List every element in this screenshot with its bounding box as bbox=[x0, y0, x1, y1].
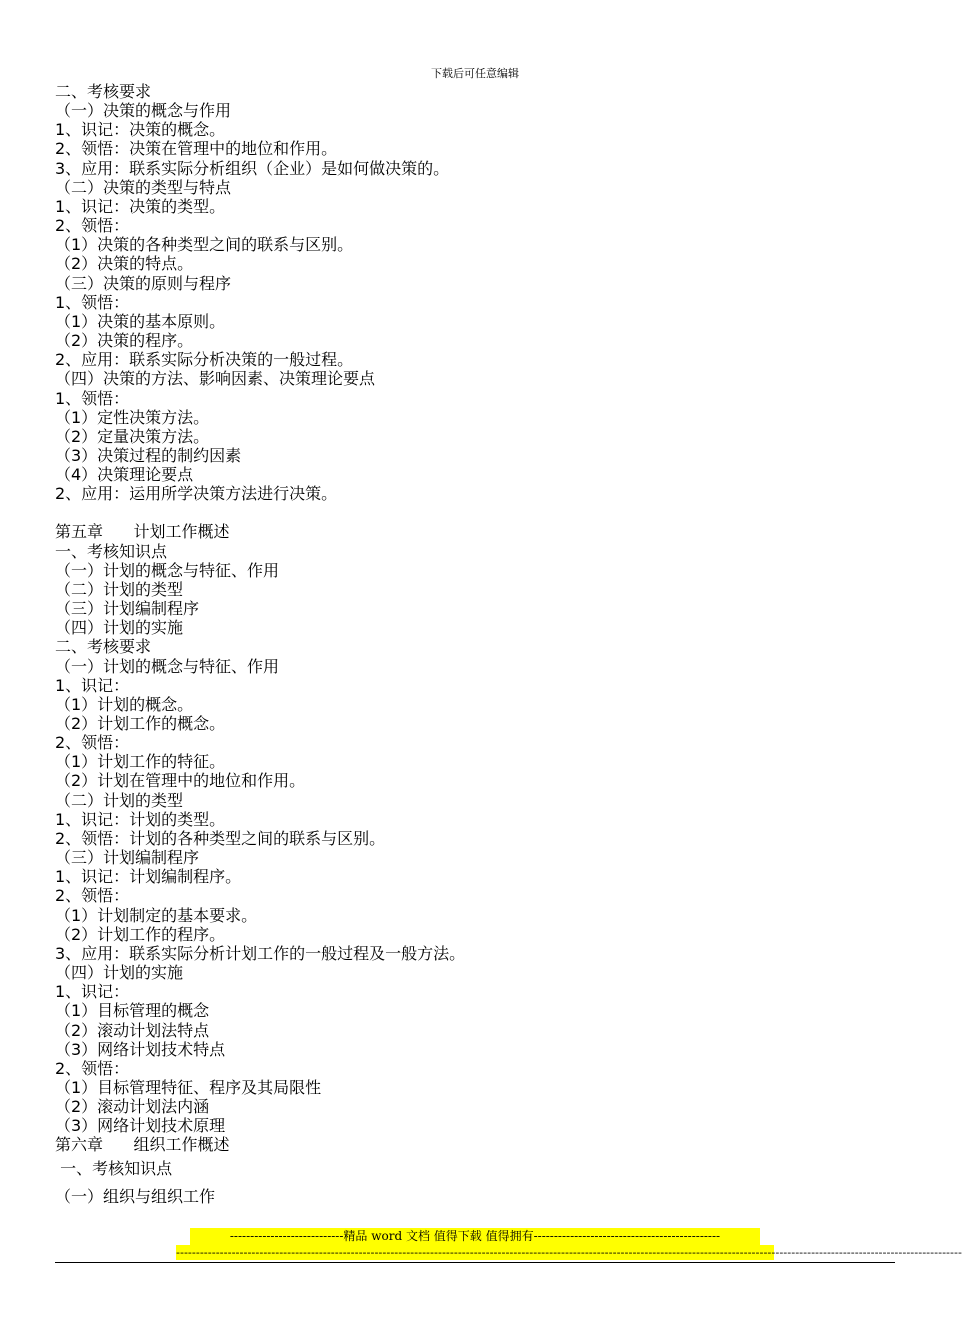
footer-banner: ----------------------------精品 word 文档 值得下载 值得拥有---------------------------------------------- bbox=[190, 1228, 760, 1245]
text-line: （1）目标管理的概念 bbox=[55, 1001, 210, 1021]
text-line: （2）计划在管理中的地位和作用。 bbox=[55, 771, 306, 791]
text-line: （3）决策过程的制约因素 bbox=[55, 445, 242, 465]
text-line: （2）滚动计划法内涵 bbox=[55, 1097, 210, 1117]
text-line: （一）组织与组织工作 bbox=[55, 1186, 216, 1206]
text-line: （4）决策理论要点 bbox=[55, 465, 194, 485]
text-line: 2、领悟：计划的各种类型之间的联系与区别。 bbox=[55, 828, 386, 848]
document-body bbox=[55, 82, 895, 1211]
text-line: （1）决策的基本原则。 bbox=[55, 311, 226, 331]
text-line: 2、应用：联系实际分析决策的一般过程。 bbox=[55, 350, 354, 370]
text-line: 2、领悟： bbox=[55, 733, 130, 753]
text-line: 一、考核知识点 bbox=[55, 541, 168, 561]
text-line: 2、领悟： bbox=[55, 1058, 130, 1078]
text-line: （3）网络计划技术特点 bbox=[55, 1039, 226, 1059]
text-line: （2）决策的特点。 bbox=[55, 254, 194, 274]
footer-rule bbox=[55, 1262, 895, 1263]
text-line: 1、识记：决策的类型。 bbox=[55, 196, 226, 216]
text-line: 第六章 组织工作概述 bbox=[55, 1135, 230, 1155]
text-line: 1、识记：决策的概念。 bbox=[55, 120, 226, 140]
text-line: （二）计划的类型 bbox=[55, 579, 184, 599]
text-line: 3、应用：联系实际分析组织（企业）是如何做决策的。 bbox=[55, 158, 450, 178]
page-header: 下载后可任意编辑 bbox=[431, 67, 519, 80]
text-line: 3、应用：联系实际分析计划工作的一般过程及一般方法。 bbox=[55, 943, 466, 963]
text-line: （1）计划的概念。 bbox=[55, 694, 194, 714]
text-line: （2）决策的程序。 bbox=[55, 331, 194, 351]
text-line: （2）定量决策方法。 bbox=[55, 426, 210, 446]
text-line: 二、考核要求 bbox=[55, 637, 152, 657]
text-line: 1、领悟： bbox=[55, 388, 130, 408]
blank-line bbox=[55, 503, 895, 522]
text-line: （二）计划的类型 bbox=[55, 790, 184, 810]
text-line: （四）决策的方法、影响因素、决策理论要点 bbox=[55, 369, 376, 389]
text-line: 2、应用：运用所学决策方法进行决策。 bbox=[55, 484, 338, 504]
text-line: 1、领悟： bbox=[55, 292, 130, 312]
text-line: 1、识记：计划编制程序。 bbox=[55, 867, 242, 887]
text-line: 1、识记：计划的类型。 bbox=[55, 809, 226, 829]
text-line: 2、领悟： bbox=[55, 886, 130, 906]
text-line: 2、领悟： bbox=[55, 216, 130, 236]
text-line: （2）计划工作的程序。 bbox=[55, 924, 226, 944]
text-line: （一）计划的概念与特征、作用 bbox=[55, 560, 280, 580]
text-line: （四）计划的实施 bbox=[55, 618, 184, 638]
text-line: （1）定性决策方法。 bbox=[55, 407, 210, 427]
text-line: （2）滚动计划法特点 bbox=[55, 1020, 210, 1040]
text-line: （1）计划工作的特征。 bbox=[55, 752, 226, 772]
text-line: （一）计划的概念与特征、作用 bbox=[55, 656, 280, 676]
text-line: 1、识记： bbox=[55, 982, 130, 1002]
text-line: 二、考核要求 bbox=[55, 82, 152, 101]
text-line: （一）决策的概念与作用 bbox=[55, 101, 232, 121]
text-line: （三）计划编制程序 bbox=[55, 599, 200, 619]
text-line: 1、识记： bbox=[55, 675, 130, 695]
text-line: （1）计划制定的基本要求。 bbox=[55, 905, 258, 925]
text-line: （1）目标管理特征、程序及其局限性 bbox=[55, 1077, 322, 1097]
footer-dash-line: ------------------------------------------------------------------------------------------------------------------------------------------------------------------------------------------------------ bbox=[176, 1246, 962, 1259]
text-line: 2、领悟：决策在管理中的地位和作用。 bbox=[55, 139, 338, 159]
text-line: （二）决策的类型与特点 bbox=[55, 177, 232, 197]
text-line: 一、考核知识点 bbox=[55, 1158, 173, 1178]
text-line: （2）计划工作的概念。 bbox=[55, 714, 226, 733]
text-line: （四）计划的实施 bbox=[55, 963, 184, 983]
text-line: （三）决策的原则与程序 bbox=[55, 273, 232, 293]
text-line: （3）网络计划技术原理 bbox=[55, 1116, 226, 1136]
text-line: 第五章 计划工作概述 bbox=[55, 522, 230, 542]
text-line: （1）决策的各种类型之间的联系与区别。 bbox=[55, 235, 354, 255]
text-line: （三）计划编制程序 bbox=[55, 848, 200, 868]
